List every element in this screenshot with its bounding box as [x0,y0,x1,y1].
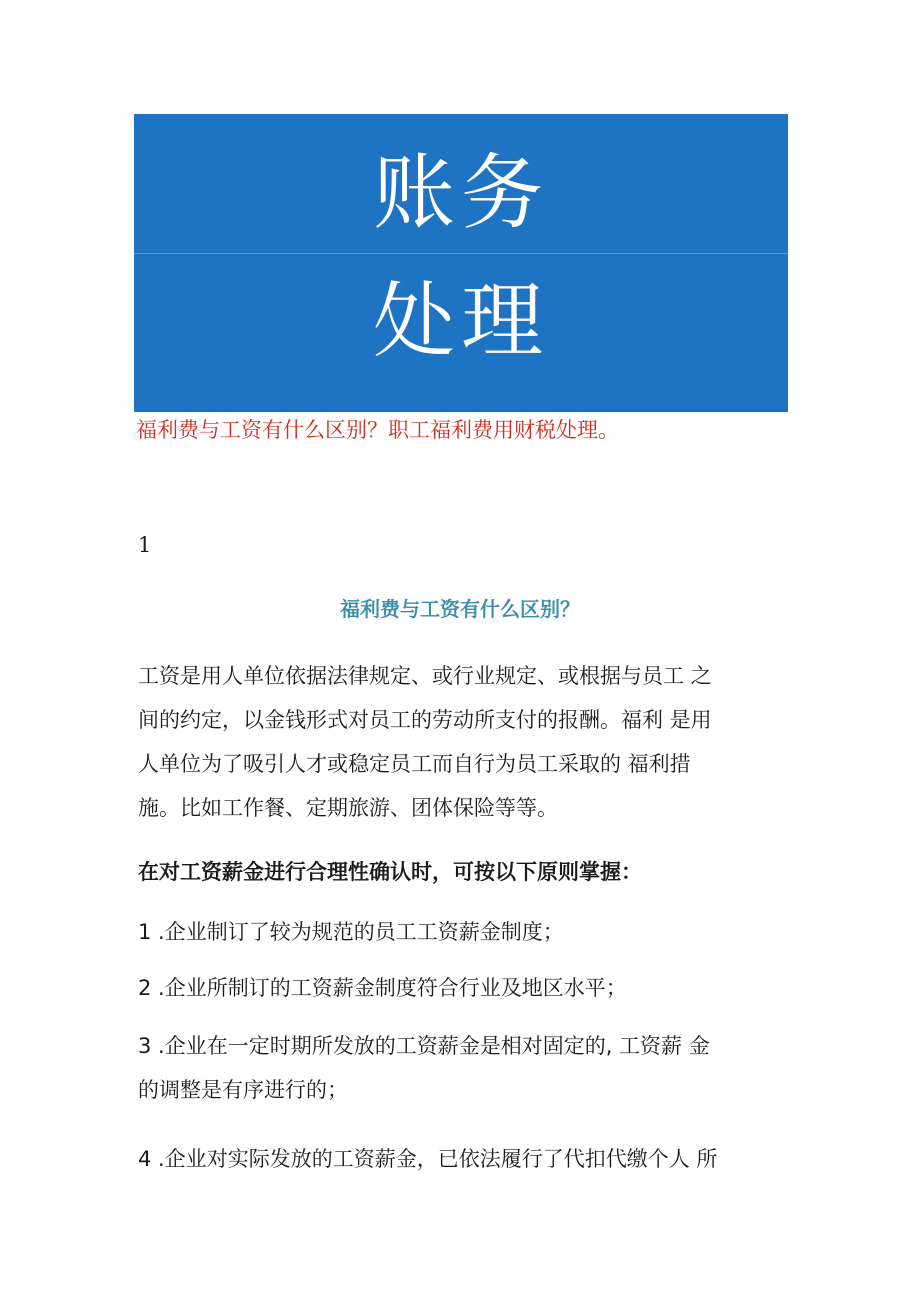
section-heading: 福利费与工资有什么区别？ [340,597,580,621]
list-item-line: 2 .企业所制订的工资薪金制度符合行业及地区水平； [138,976,627,1000]
paragraph-line: 施。比如工作餐、定期旅游、团体保险等等。 [138,796,558,820]
section-number: 1 [138,533,152,557]
paragraph-line: 人单位为了吸引人才或稳定员工而自行为员工采取的 福利措 [138,752,691,776]
list-item-line: 的调整是有序进行的； [138,1078,348,1102]
paragraph-line: 间的约定，以金钱形式对员工的劳动所支付的报酬。福利 是用 [138,708,712,732]
banner-title-line-2: 处理 [372,274,549,369]
banner-title-line-1: 账务 [372,146,549,241]
list-item-line: 4 .企业对实际发放的工资薪金，已依法履行了代扣代缴个人 所 [138,1147,718,1171]
paragraph-line: 工资是用人单位依据法律规定、或行业规定、或根据与员工 之 [138,664,712,688]
title-banner [134,114,788,412]
list-item-3 [138,1024,788,1112]
banner-divider [134,253,788,254]
list-item-2 [138,966,788,1010]
list-item-1 [138,910,788,954]
principle-intro: 在对工资薪金进行合理性确认时，可按以下原则掌握： [138,860,642,884]
list-item-line: 1 .企业制订了较为规范的员工工资薪金制度； [138,920,564,944]
intro-paragraph [138,654,788,830]
article-subtitle: 福利费与工资有什么区别？职工福利费用财税处理。 [136,418,619,442]
list-item-line: 3 .企业在一定时期所发放的工资薪金是相对固定的, 工资薪 金 [138,1034,710,1058]
list-item-4 [138,1137,788,1181]
